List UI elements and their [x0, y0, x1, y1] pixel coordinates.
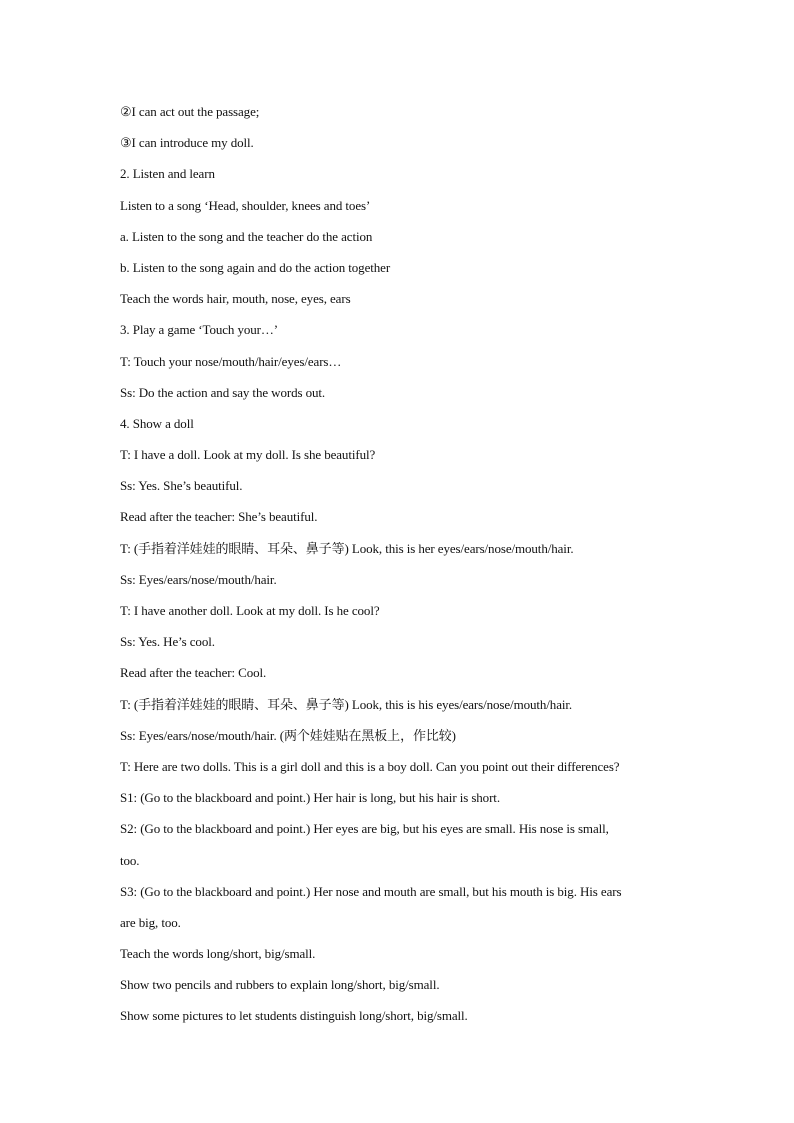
text-line: S1: (Go to the blackboard and point.) Her hair is long, but his hair is short.	[120, 790, 500, 806]
text-line: Ss: Yes. She’s beautiful.	[120, 478, 243, 494]
text-line: Show some pictures to let students distinguish long/short, big/small.	[120, 1008, 468, 1024]
text-line: Teach the words long/short, big/small.	[120, 946, 316, 962]
text-line: Ss: Yes. He’s cool.	[120, 634, 215, 650]
text-line: 3. Play a game ‘Touch your…’	[120, 322, 279, 338]
text-line: Listen to a song ‘Head, shoulder, knees and toes’	[120, 197, 371, 213]
text-line: Read after the teacher: Cool.	[120, 665, 267, 681]
text-line: T: Here are two dolls. This is a girl doll and this is a boy doll. Can you point out their differences?	[120, 758, 620, 774]
text-line: Ss: Do the action and say the words out.	[120, 384, 326, 400]
text-line: b. Listen to the song again and do the action together	[120, 259, 391, 275]
text-line: Read after the teacher: She’s beautiful.	[120, 509, 318, 525]
text-line: Ss: Eyes/ears/nose/mouth/hair.	[120, 571, 277, 587]
text-line: T: (手指着洋娃娃的眼睛、耳朵、鼻子等) Look, this is her eyes/ears/nose/mouth/hair.	[120, 540, 574, 556]
text-line: T: (手指着洋娃娃的眼睛、耳朵、鼻子等) Look, this is his eyes/ears/nose/mouth/hair.	[120, 696, 573, 712]
text-line: ③I can introduce my doll.	[120, 135, 254, 151]
text-line: 2. Listen and learn	[120, 166, 215, 182]
text-line: Show two pencils and rubbers to explain long/short, big/small.	[120, 977, 440, 993]
text-line: Teach the words hair, mouth, nose, eyes, ears	[120, 291, 351, 307]
text-line: S3: (Go to the blackboard and point.) Her nose and mouth are small, but his mouth is big. His ears	[120, 883, 622, 899]
text-line: S2: (Go to the blackboard and point.) Her eyes are big, but his eyes are small. His nose is small,	[120, 821, 609, 837]
text-line: 4. Show a doll	[120, 415, 194, 431]
text-line: T: I have a doll. Look at my doll. Is she beautiful?	[120, 447, 376, 463]
text-line: Ss: Eyes/ears/nose/mouth/hair. (两个娃娃贴在黑板上，作比较)	[120, 727, 456, 743]
text-line: too.	[120, 852, 140, 868]
text-line: ②I can act out the passage;	[120, 104, 260, 119]
text-line: are big, too.	[120, 914, 181, 930]
lesson-text	[120, 102, 700, 1038]
text-line: T: Touch your nose/mouth/hair/eyes/ears…	[120, 353, 342, 369]
text-line: T: I have another doll. Look at my doll. Is he cool?	[120, 603, 380, 618]
text-line: a. Listen to the song and the teacher do the action	[120, 228, 373, 244]
